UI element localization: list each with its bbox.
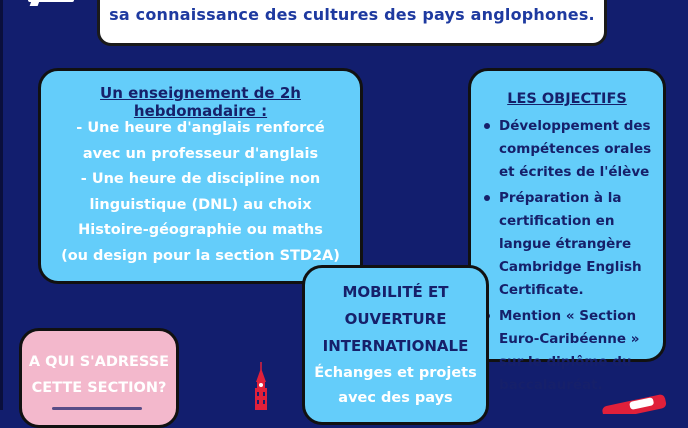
big-ben-tower-icon <box>249 362 273 410</box>
teaching-line: linguistique (DNL) au choix <box>89 196 312 213</box>
objectives-title: LES OBJECTIFS <box>507 91 627 107</box>
corner-sticker-decoration <box>600 394 670 414</box>
objectives-card <box>468 68 666 393</box>
teaching-line: - Une heure d'anglais renforcé <box>76 120 325 136</box>
audience-title <box>22 349 176 401</box>
audience-card <box>19 328 179 428</box>
mobility-title-line: INTERNATIONALE <box>322 337 469 355</box>
teaching-line: (ou design pour la section STD2A) <box>61 247 340 264</box>
audience-title-line: CETTE SECTION? <box>31 380 167 396</box>
objective-item: Préparation à la certification en langue étrangère Cambridge English Certificate. <box>481 187 659 302</box>
mobility-title-line: OUVERTURE <box>344 310 447 328</box>
teaching-line: avec un professeur d'anglais <box>82 145 319 162</box>
top-banner <box>97 0 607 46</box>
mobility-body <box>305 361 486 411</box>
objective-item: Mention « Section Euro-Caribéenne » sur le diplôme du baccalauréat. <box>481 305 659 397</box>
mobility-title <box>305 279 486 360</box>
teaching-title: Un enseignement de 2h hebdomadaire : <box>100 84 301 120</box>
mobility-title-line: MOBILITÉ ET <box>342 283 449 301</box>
mobility-card <box>302 265 489 425</box>
mobility-body-line: Échanges et projets <box>314 365 477 381</box>
objective-item: Développement des compétences orales et écrites de l'élève <box>481 115 659 184</box>
banner-text: sa connaissance des cultures des pays anglophones. <box>109 5 595 24</box>
teaching-lines <box>41 116 360 269</box>
teaching-card <box>38 68 363 284</box>
mobility-body-line: avec des pays <box>338 390 453 406</box>
corner-logo-decoration <box>28 0 74 6</box>
teaching-line: Histoire-géographie ou maths <box>78 222 323 238</box>
teaching-line: - Une heure de discipline non <box>80 171 321 187</box>
objectives-list <box>481 115 659 400</box>
audience-title-line: A QUI S'ADRESSE <box>28 354 170 370</box>
